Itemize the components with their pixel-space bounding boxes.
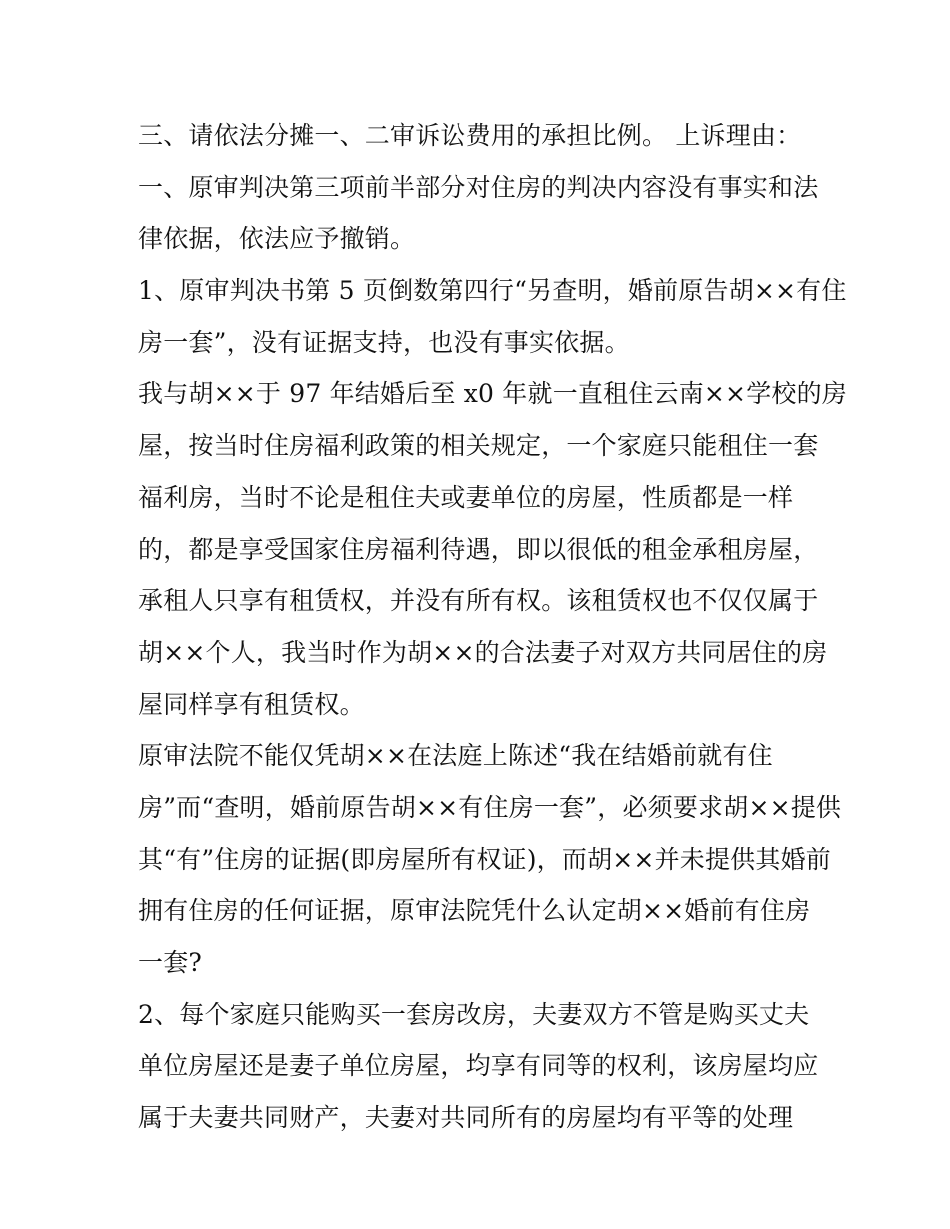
text-line: 1、原审判决书第 5 页倒数第四行“另查明，婚前原告胡××有住 — [138, 276, 847, 306]
text-line: 房”而“查明，婚前原告胡××有住房一套”，必须要求胡××提供 — [138, 792, 842, 822]
text-line: 三、请依法分摊一、二审诉讼费用的承担比例。 上诉理由： — [138, 121, 802, 150]
text-line: 一套? — [138, 948, 203, 977]
text-line: 拥有住房的任何证据，原审法院凭什么认定胡××婚前有住房 — [138, 896, 811, 926]
text-line: 单位房屋还是妻子单位房屋，均享有同等的权利，该房屋均应 — [138, 1051, 819, 1081]
text-line: 胡××个人，我当时作为胡××的合法妻子对双方共同居住的房 — [138, 637, 828, 667]
text-line: 2、每个家庭只能购买一套房改房，夫妻双方不管是购买丈夫 — [138, 999, 810, 1029]
text-line: 福利房，当时不论是租住夫或妻单位的房屋，性质都是一样 — [138, 482, 794, 512]
text-line: 一、原审判决第三项前半部分对住房的判决内容没有事实和法 — [138, 172, 819, 202]
document-body — [138, 110, 847, 1144]
text-line: 律依据，依法应予撤销。 — [138, 224, 416, 254]
text-line: 我与胡××于 97 年结婚后至 x0 年就一直租住云南××学校的房 — [138, 379, 847, 409]
text-line: 的，都是享受国家住房福利待遇，即以很低的租金承租房屋， — [138, 534, 819, 564]
text-line: 承租人只享有租赁权，并没有所有权。该租赁权也不仅仅属于 — [138, 586, 819, 616]
text-line: 房一套”，没有证据支持，也没有事实依据。 — [138, 327, 630, 357]
text-line: 屋同样享有租赁权。 — [138, 689, 365, 719]
text-line: 属于夫妻共同财产，夫妻对共同所有的房屋均有平等的处理 — [138, 1103, 794, 1133]
text-line: 屋，按当时住房福利政策的相关规定，一个家庭只能租住一套 — [138, 431, 819, 461]
text-line: 其“有”住房的证据(即房屋所有权证)，而胡××并未提供其婚前 — [138, 844, 831, 874]
text-line: 原审法院不能仅凭胡××在法庭上陈述“我在结婚前就有住 — [138, 741, 773, 771]
